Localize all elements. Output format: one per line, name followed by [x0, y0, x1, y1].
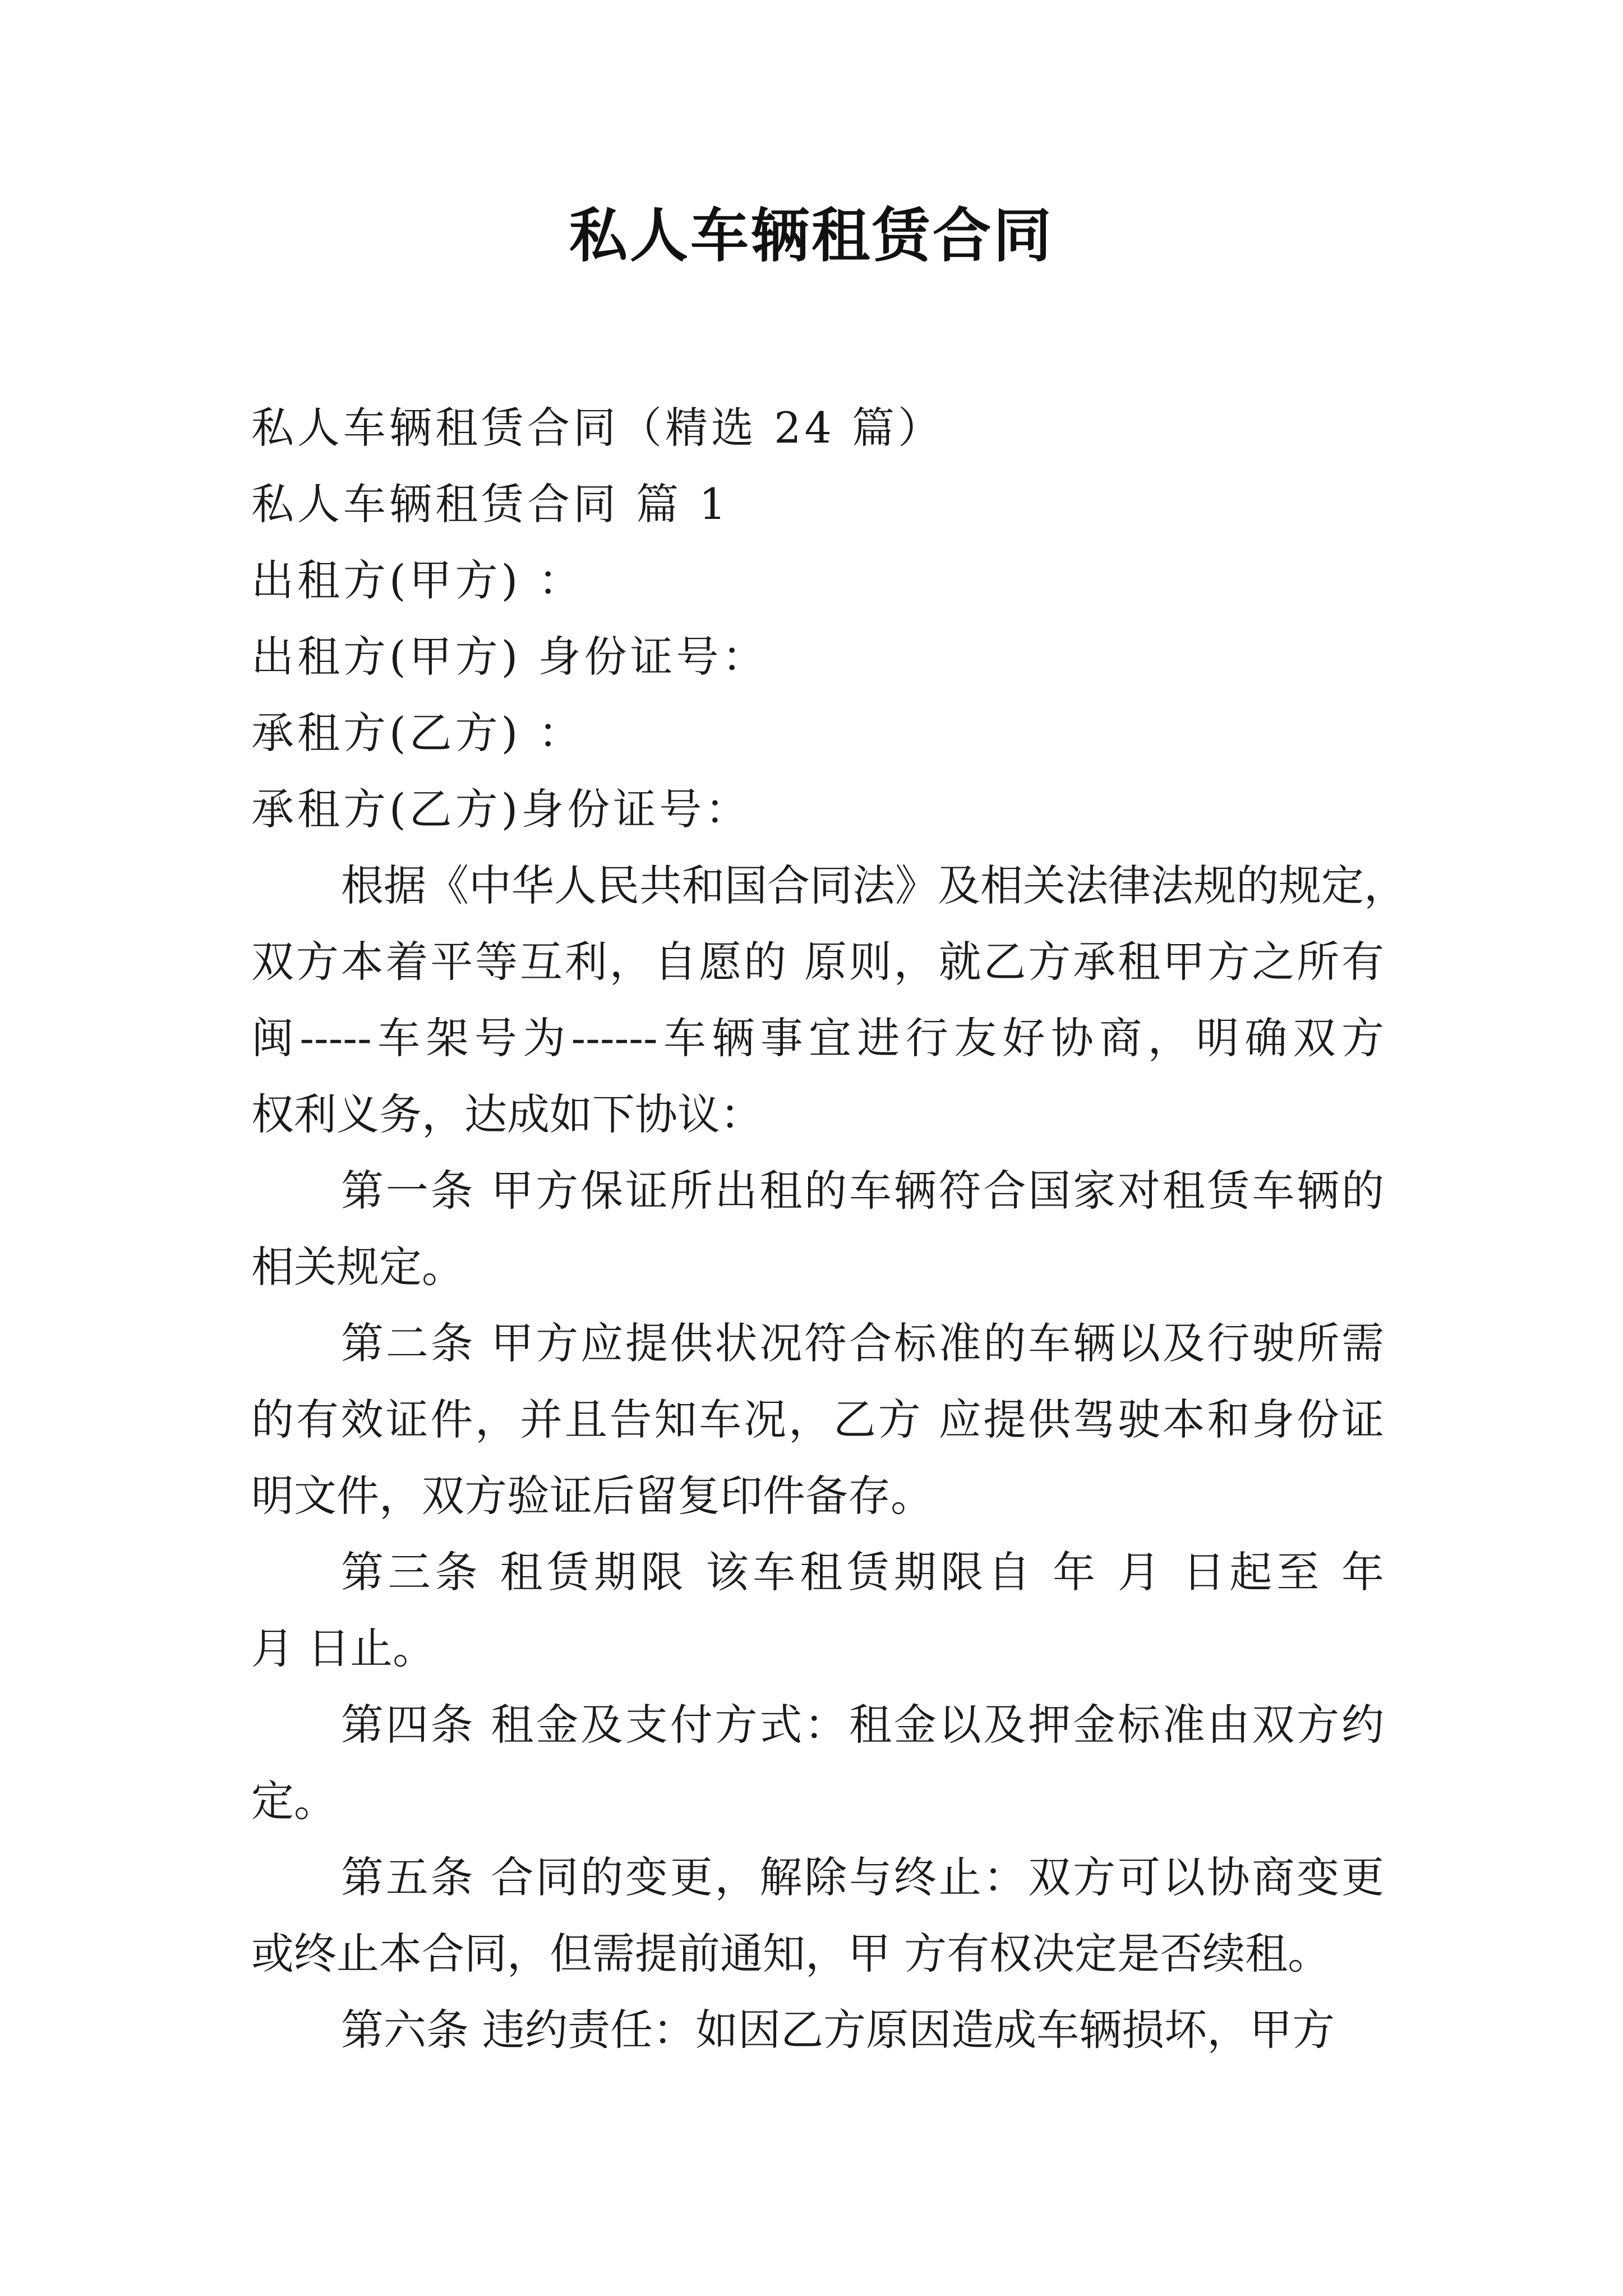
lessor-name-field: 出租方(甲方) ：	[251, 555, 584, 605]
paragraph-line: 月 日止。	[251, 1623, 436, 1673]
paragraph-line: 闽-----车架号为------车辆事宜进行友好协商，明确双方	[251, 1013, 1384, 1063]
paragraph-line: 的有效证件，并且告知车况，乙方 应提供驾驶本和身份证	[251, 1395, 1384, 1444]
subtitle-line: 私人车辆租赁合同（精选 24 篇）	[251, 403, 944, 453]
article-3-paragraph	[251, 1534, 1384, 1687]
article-5-paragraph	[251, 1839, 1384, 1992]
article-2-paragraph	[251, 1305, 1384, 1534]
article-4-paragraph	[251, 1687, 1384, 1839]
paragraph-line: 第六条 违约责任：如因乙方原因造成车辆损坏，甲方	[341, 2005, 1335, 2055]
paragraph-line: 双方本着平等互利，自愿的 原则，就乙方承租甲方之所有	[251, 937, 1384, 987]
paragraph-line: 根据《中华人民共和国合同法》及相关法律法规的规定，	[341, 861, 1407, 910]
lessee-id-field: 承租方(乙方)身份证号：	[251, 784, 751, 834]
paragraph-line: 第三条 租赁期限 该车租赁期限自 年 月 日起至 年	[341, 1547, 1384, 1597]
paragraph-line: 定。	[251, 1776, 336, 1826]
lessee-name-field: 承租方(乙方) ：	[251, 708, 584, 758]
paragraph-line: 第二条 甲方应提供状况符合标准的车辆以及行驶所需	[341, 1318, 1384, 1368]
paragraph-line: 权利义务，达成如下协议：	[251, 1089, 763, 1139]
lessor-id-field: 出租方(甲方) 身份证号：	[251, 632, 768, 682]
paragraph-line: 第四条 租金及支付方式：租金以及押金标准由双方约	[341, 1700, 1384, 1750]
paragraph-line: 第一条 甲方保证所出租的车辆符合国家对租赁车辆的	[341, 1166, 1384, 1216]
paragraph-line: 或终止本合同，但需提前通知，甲 方有权决定是否续租。	[251, 1929, 1331, 1978]
preamble-paragraph	[251, 848, 1407, 1153]
paragraph-line: 相关规定。	[251, 1242, 464, 1292]
paragraph-line: 明文件，双方验证后留复印件备存。	[251, 1471, 933, 1521]
article-1-paragraph	[251, 1153, 1384, 1305]
section-heading: 私人车辆租赁合同 篇 1	[251, 479, 730, 529]
article-6-paragraph	[251, 1992, 1384, 2068]
paragraph-line: 第五条 合同的变更，解除与终止：双方可以协商变更	[341, 1852, 1384, 1902]
document-title: 私人车辆租赁合同	[569, 201, 1054, 270]
